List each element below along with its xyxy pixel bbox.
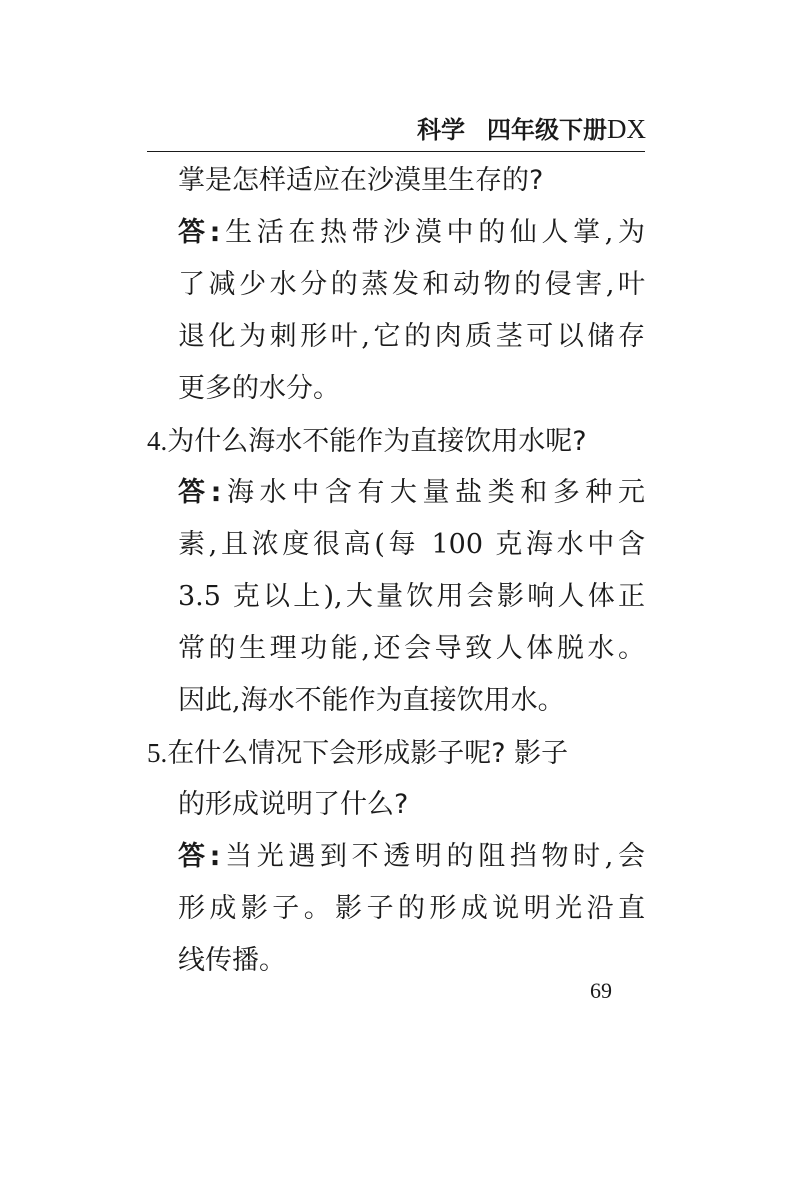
question-number: 5. (147, 738, 168, 768)
answer-3-line-2: 了减少水分的蒸发和动物的侵害,叶 (178, 269, 645, 300)
question-5: 5.在什么情况下会形成影子呢? 影子 (147, 738, 569, 769)
answer-label: 答: (178, 217, 221, 248)
answer-4-line-3: 3.5 克以上),大量饮用会影响人体正 (178, 581, 645, 612)
question-number: 4. (147, 426, 168, 456)
answer-5-line-3: 线传播。 (178, 945, 286, 976)
page-number: 69 (590, 978, 612, 1003)
answer-4-line-5: 因此,海水不能作为直接饮用水。 (178, 685, 565, 716)
answer-5-line-2: 形成影子。影子的形成说明光沿直 (178, 893, 645, 924)
answer-3-line-3: 退化为刺形叶,它的肉质茎可以储存 (178, 321, 645, 352)
answer-label: 答: (178, 477, 222, 508)
answer-3-line-1: 答:生活在热带沙漠中的仙人掌,为 (178, 217, 645, 248)
question-4: 4.为什么海水不能作为直接饮用水呢? (147, 426, 587, 457)
answer-3-line-4: 更多的水分。 (178, 373, 340, 404)
header-grade: 四年级下册 (487, 116, 607, 144)
answer-4-line-4: 常的生理功能,还会导致人体脱水。 (178, 633, 645, 664)
header-edition: DX (607, 114, 646, 144)
answer-4-line-1: 答:海水中含有大量盐类和多种元 (178, 477, 645, 508)
answer-5-line-1: 答:当光遇到不透明的阻挡物时,会 (178, 841, 645, 872)
running-header (150, 110, 646, 148)
answer-4-line-2: 素,且浓度很高(每 100 克海水中含 (178, 529, 645, 560)
answer-label: 答: (178, 841, 221, 872)
question-5-line-2: 的形成说明了什么? (178, 789, 409, 820)
question-3-tail: 掌是怎样适应在沙漠里生存的? (178, 165, 544, 196)
header-subject: 科学 (417, 116, 465, 144)
header-rule (147, 151, 645, 152)
